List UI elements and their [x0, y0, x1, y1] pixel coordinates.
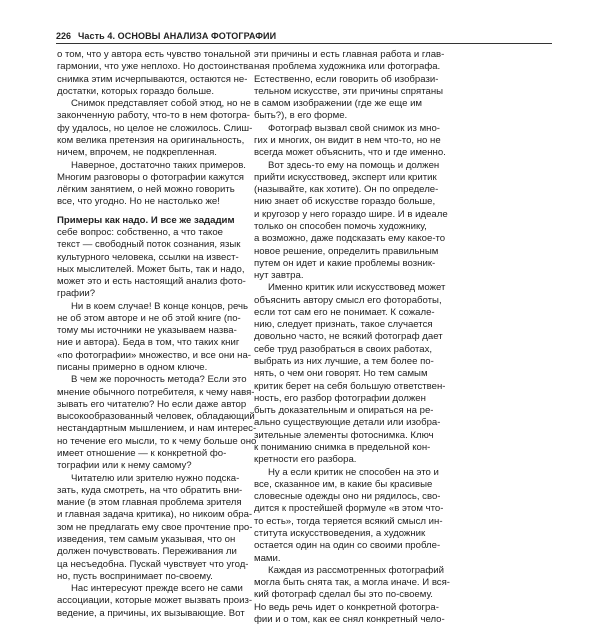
chapter-title: Часть 4. ОСНОВЫ АНАЛИЗА ФОТОГРАФИИ: [78, 31, 277, 41]
text-line: все, сказанное им, в какие бы красивые: [254, 478, 433, 490]
text-line: должен почувствовать. Переживания ли: [57, 546, 237, 558]
text-line: может это и есть настоящий анализ фото-: [57, 276, 246, 288]
text-line: только он способен помочь художнику,: [254, 220, 427, 232]
text-line: критик берет на себя большую ответствен-: [254, 380, 446, 392]
text-line: зительные элементы фотоснимка. Ключ: [254, 429, 434, 441]
text-line: остается один на один со своими пробле-: [254, 540, 441, 552]
text-line: тографии или к нему самому?: [57, 460, 192, 472]
text-line: гармонии, что уже неплохо. Но достоинства: [57, 61, 254, 73]
text-line: тельном искусстве, эти причины спрятаны: [254, 85, 444, 97]
text-line: культурного человека, ссылки на извест-: [57, 251, 239, 263]
text-line: снимка этим исчерпываются, остаются не-: [57, 73, 248, 85]
text-line: тому мы источники не указываем назва-: [57, 325, 237, 337]
text-line: в самом изображении (где же еще им: [254, 98, 423, 110]
header-rule: [56, 43, 552, 44]
text-line: и главная задача критика), но никоим обра-: [57, 509, 253, 521]
text-line: нию знает об искусстве гораздо больше,: [254, 196, 436, 208]
text-line: Ни в коем случае! В конце концов, речь: [71, 300, 248, 312]
text-line: имеет отношение — к конкретной фо-: [57, 448, 227, 459]
text-line: Фотограф вызвал свой снимок из мно-: [268, 122, 440, 134]
text-line: ная проблема художника или фотографа.: [254, 61, 441, 73]
text-line: объяснить автору смысл его фотоработы,: [254, 294, 442, 306]
text-line: ца несъедобна. Пускай чувствует что угод-: [57, 558, 249, 570]
text-line: нять, о чем они говорят. Но тем самым: [254, 368, 428, 380]
text-line: зом не предлагать ему свое прочтение про-: [57, 521, 253, 533]
right-column: [254, 49, 495, 626]
text-line: кретности его разбора.: [254, 454, 357, 466]
text-line: дится к простейшей формуле «в этом что-: [254, 503, 444, 515]
text-line: быть доказательным и опираться на ре-: [254, 405, 434, 417]
text-line: Читателю или зрителю нужно подска-: [71, 472, 240, 484]
text-line: путем он идет и какие проблемы возник-: [254, 257, 436, 269]
text-line: эти причины и есть главная работа и глав-: [254, 49, 445, 60]
text-line: Наверное, достаточно таких примеров.: [71, 159, 246, 171]
text-line: текст — свободный поток сознания, язык: [57, 239, 241, 251]
text-line: новое решение, определить правильным: [254, 245, 439, 257]
text-line: (называйте, как хотите). Он по определе-: [254, 184, 439, 196]
text-line: себе труд разобраться в своих работах,: [254, 343, 433, 355]
text-line: изведения, тем самым указывая, что он: [57, 533, 236, 545]
text-line: Ну а если критик не способен на это и: [268, 466, 439, 478]
text-line: «по фотографии» множество, и все они на-: [57, 349, 251, 361]
text-line: лёгким занятием, о ней можно говорить: [57, 184, 235, 196]
text-line: если тот сам его не понимает. К сожале-: [254, 306, 435, 318]
text-line: зывать его читателю? Но если даже автор: [57, 398, 247, 410]
text-line: Каждая из рассмотренных фотографий: [268, 564, 444, 576]
text-line: Многим разговоры о фотографии кажутся: [57, 171, 244, 183]
text-line: Именно критик или искусствовед может: [268, 282, 446, 294]
text-line: но течение его мысли, то к чему больше оно: [57, 435, 257, 447]
text-line: В чем же порочность метода? Если это: [71, 374, 247, 386]
text-line: фу удалось, но целое не сложилось. Слиш-: [57, 122, 253, 134]
text-line: ком велика претензия на оригинальность,: [57, 134, 245, 146]
text-line: мнение обычного потребителя, к чему навя-: [57, 386, 255, 398]
text-line: довольно часто, не всякий фотограф дает: [254, 331, 443, 343]
text-line: могла быть снята так, а могла иначе. И вся-: [254, 577, 450, 589]
text-line: ассоциации, которые может вызвать произ-: [57, 595, 253, 607]
text-line: законченную работу, что-то в нем фотогра-: [57, 110, 250, 122]
text-line: нию, следует признать, такое случается: [254, 319, 433, 331]
text-line: о том, что у автора есть чувство тональной: [57, 49, 251, 60]
text-line: все, что угодно. Но не настолько же!: [57, 196, 220, 208]
text-line: фии и о том, как ее снял конкретный чело-: [254, 613, 445, 625]
text-line: ных мыслителей. Может быть, так и надо,: [57, 263, 245, 275]
text-line: высокообразованный человек, обладающий: [57, 411, 255, 423]
text-line: всегда может объяснить, что и где именно.: [254, 147, 446, 159]
text-line: выбрать из них лучшие, а тем более по-: [254, 356, 434, 368]
text-line: Вот здесь-то ему на помощь и должен: [268, 159, 440, 171]
text-line: ние и автора). Беда в том, что таких книг: [57, 337, 240, 349]
text-line: ально существующие детали или изобра-: [254, 417, 441, 429]
text-line: ститута искусствоведения, а художник: [254, 527, 426, 539]
text-line: себе вопрос: собственно, а что такое: [57, 226, 224, 238]
text-line: то есть», тогда теряется всякий смысл ин-: [254, 515, 443, 527]
text-line: мами.: [254, 552, 281, 564]
text-line: зать, куда смотреть, на что обратить вни-: [57, 484, 243, 496]
text-line: мание (в этом главная проблема зрителя: [57, 497, 242, 509]
text-line: нут завтра.: [254, 270, 304, 282]
text-line: кий фотограф сделал бы это по-своему.: [254, 589, 433, 601]
text-line: ничем, впрочем, не подкрепленная.: [57, 147, 217, 159]
text-line: прийти искусствовед, эксперт или критик: [254, 171, 437, 183]
text-line: писаны примерно в одном ключе.: [57, 362, 208, 374]
text-line: ность, его разбор фотографии должен: [254, 392, 426, 404]
text-line: графии?: [57, 288, 96, 300]
text-line: Естественно, если говорить об изобрази-: [254, 73, 439, 85]
page-header: [56, 31, 552, 45]
text-line: Нас интересуют прежде всего не сами: [71, 583, 243, 595]
text-line: к пониманию снимка в предельной кон-: [254, 442, 431, 453]
text-line: Снимок представляет собой этюд, но не: [71, 98, 251, 110]
text-line: быть?), в его форме.: [254, 110, 348, 122]
text-line: и кругозор у него гораздо шире. И в идеале: [254, 208, 448, 220]
text-line: ведение, а причины, их вызывающие. Вот: [57, 607, 245, 619]
text-line: но, пусть воспринимает по-своему.: [57, 570, 213, 582]
text-line: а возможно, даже подсказать ему какое-то: [254, 233, 446, 245]
text-line: достатки, которых гораздо больше.: [57, 85, 215, 97]
text-line: не об этом авторе и не об этой книге (по-: [57, 312, 241, 324]
page-number: 226: [56, 31, 72, 41]
text-line: нестандартным мышлением, и нам интерес-: [57, 423, 257, 435]
section-heading-line: Примеры как надо. И все же зададим: [57, 214, 235, 226]
text-line: словесные одежды оно ни рядилось, сво-: [254, 491, 441, 503]
text-line: гих и многих, он видит в нем что-то, но не: [254, 134, 441, 146]
text-line: Но ведь речь идет о конкретной фотогра-: [254, 601, 439, 613]
